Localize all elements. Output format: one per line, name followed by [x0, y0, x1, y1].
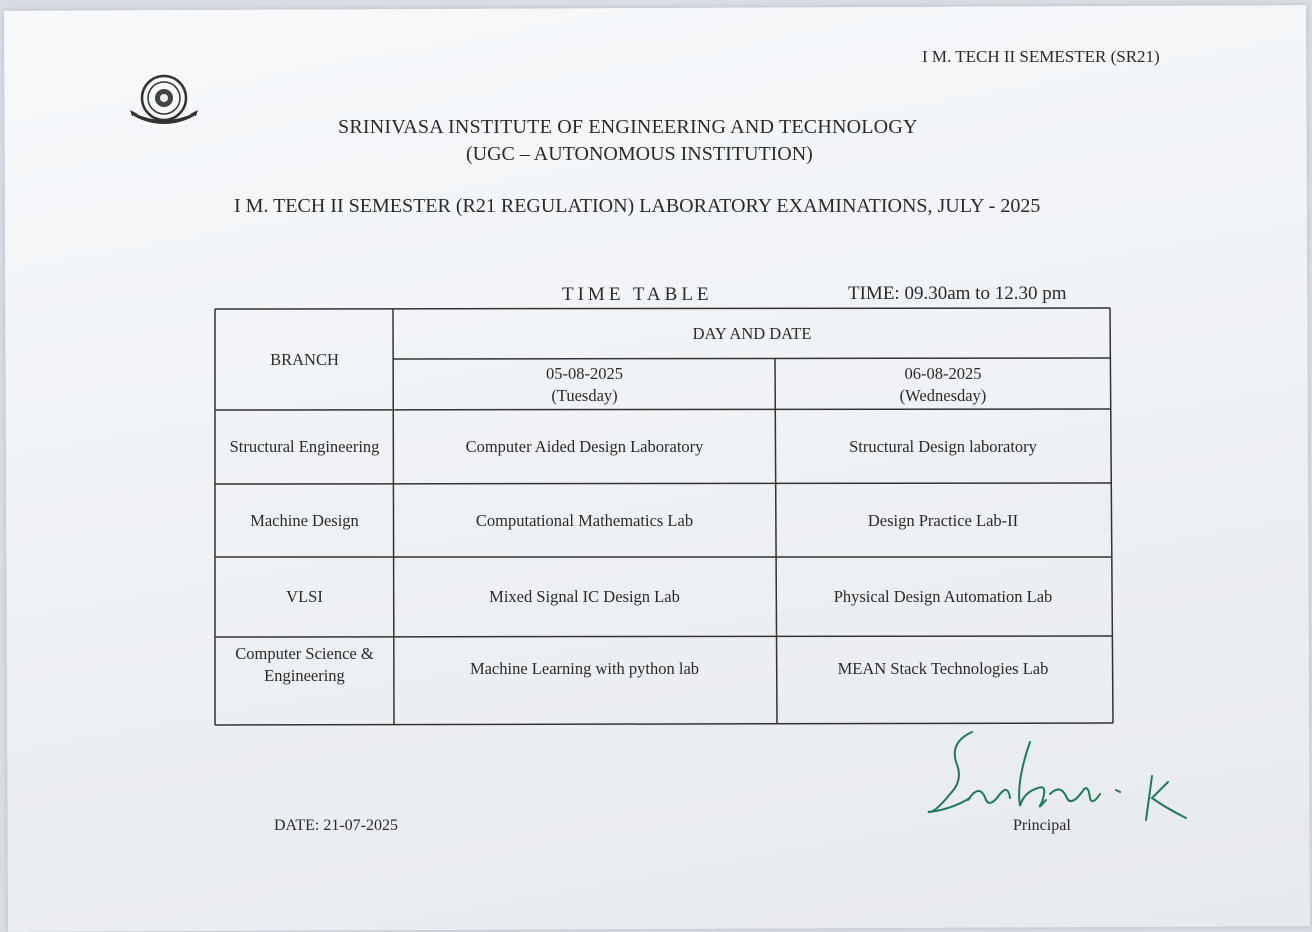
date-column-1	[394, 360, 775, 409]
lab-cell: Computer Aided Design Laboratory	[465, 437, 704, 456]
day-2: (Wednesday)	[899, 385, 987, 405]
date-2: 06-08-2025	[904, 363, 982, 383]
timetable-time: TIME: 09.30am to 12.30 pm	[848, 283, 1067, 304]
branch-cell: VLSI	[286, 587, 323, 606]
exam-title: I M. TECH II SEMESTER (R21 REGULATION) LABORATORY EXAMINATIONS, JULY - 2025	[234, 195, 1041, 217]
branch-cell: Machine Design	[250, 511, 359, 530]
issue-date: DATE: 21-07-2025	[274, 817, 398, 834]
date-column-2	[776, 360, 1110, 409]
lab-cell: Machine Learning with python lab	[469, 659, 700, 678]
semester-tag: I M. TECH II SEMESTER (SR21)	[922, 47, 1160, 66]
timetable-title: TIME TABLE	[562, 284, 713, 305]
date-1: 05-08-2025	[546, 363, 623, 383]
branch-cell: Computer Science & Engineering	[235, 644, 374, 685]
lab-cell: MEAN Stack Technologies Lab	[837, 659, 1049, 678]
lab-cell: Structural Design laboratory	[849, 437, 1037, 456]
lab-cell: Physical Design Automation Lab	[833, 587, 1053, 606]
principal-label: Principal	[1013, 817, 1071, 834]
principal-signature	[920, 722, 1200, 832]
header-day-date: DAY AND DATE	[692, 324, 812, 343]
branch-cell: Structural Engineering	[229, 437, 380, 456]
institute-status: (UGC – AUTONOMOUS INSTITUTION)	[466, 143, 813, 165]
lab-cell: Design Practice Lab-II	[867, 511, 1019, 530]
institute-name: SRINIVASA INSTITUTE OF ENGINEERING AND TECHNOLOGY	[338, 116, 918, 138]
day-1: (Tuesday)	[551, 385, 618, 405]
lab-cell: Mixed Signal IC Design Lab	[489, 587, 680, 606]
header-branch: BRANCH	[270, 349, 339, 369]
lab-cell: Computational Mathematics Lab	[475, 511, 694, 530]
